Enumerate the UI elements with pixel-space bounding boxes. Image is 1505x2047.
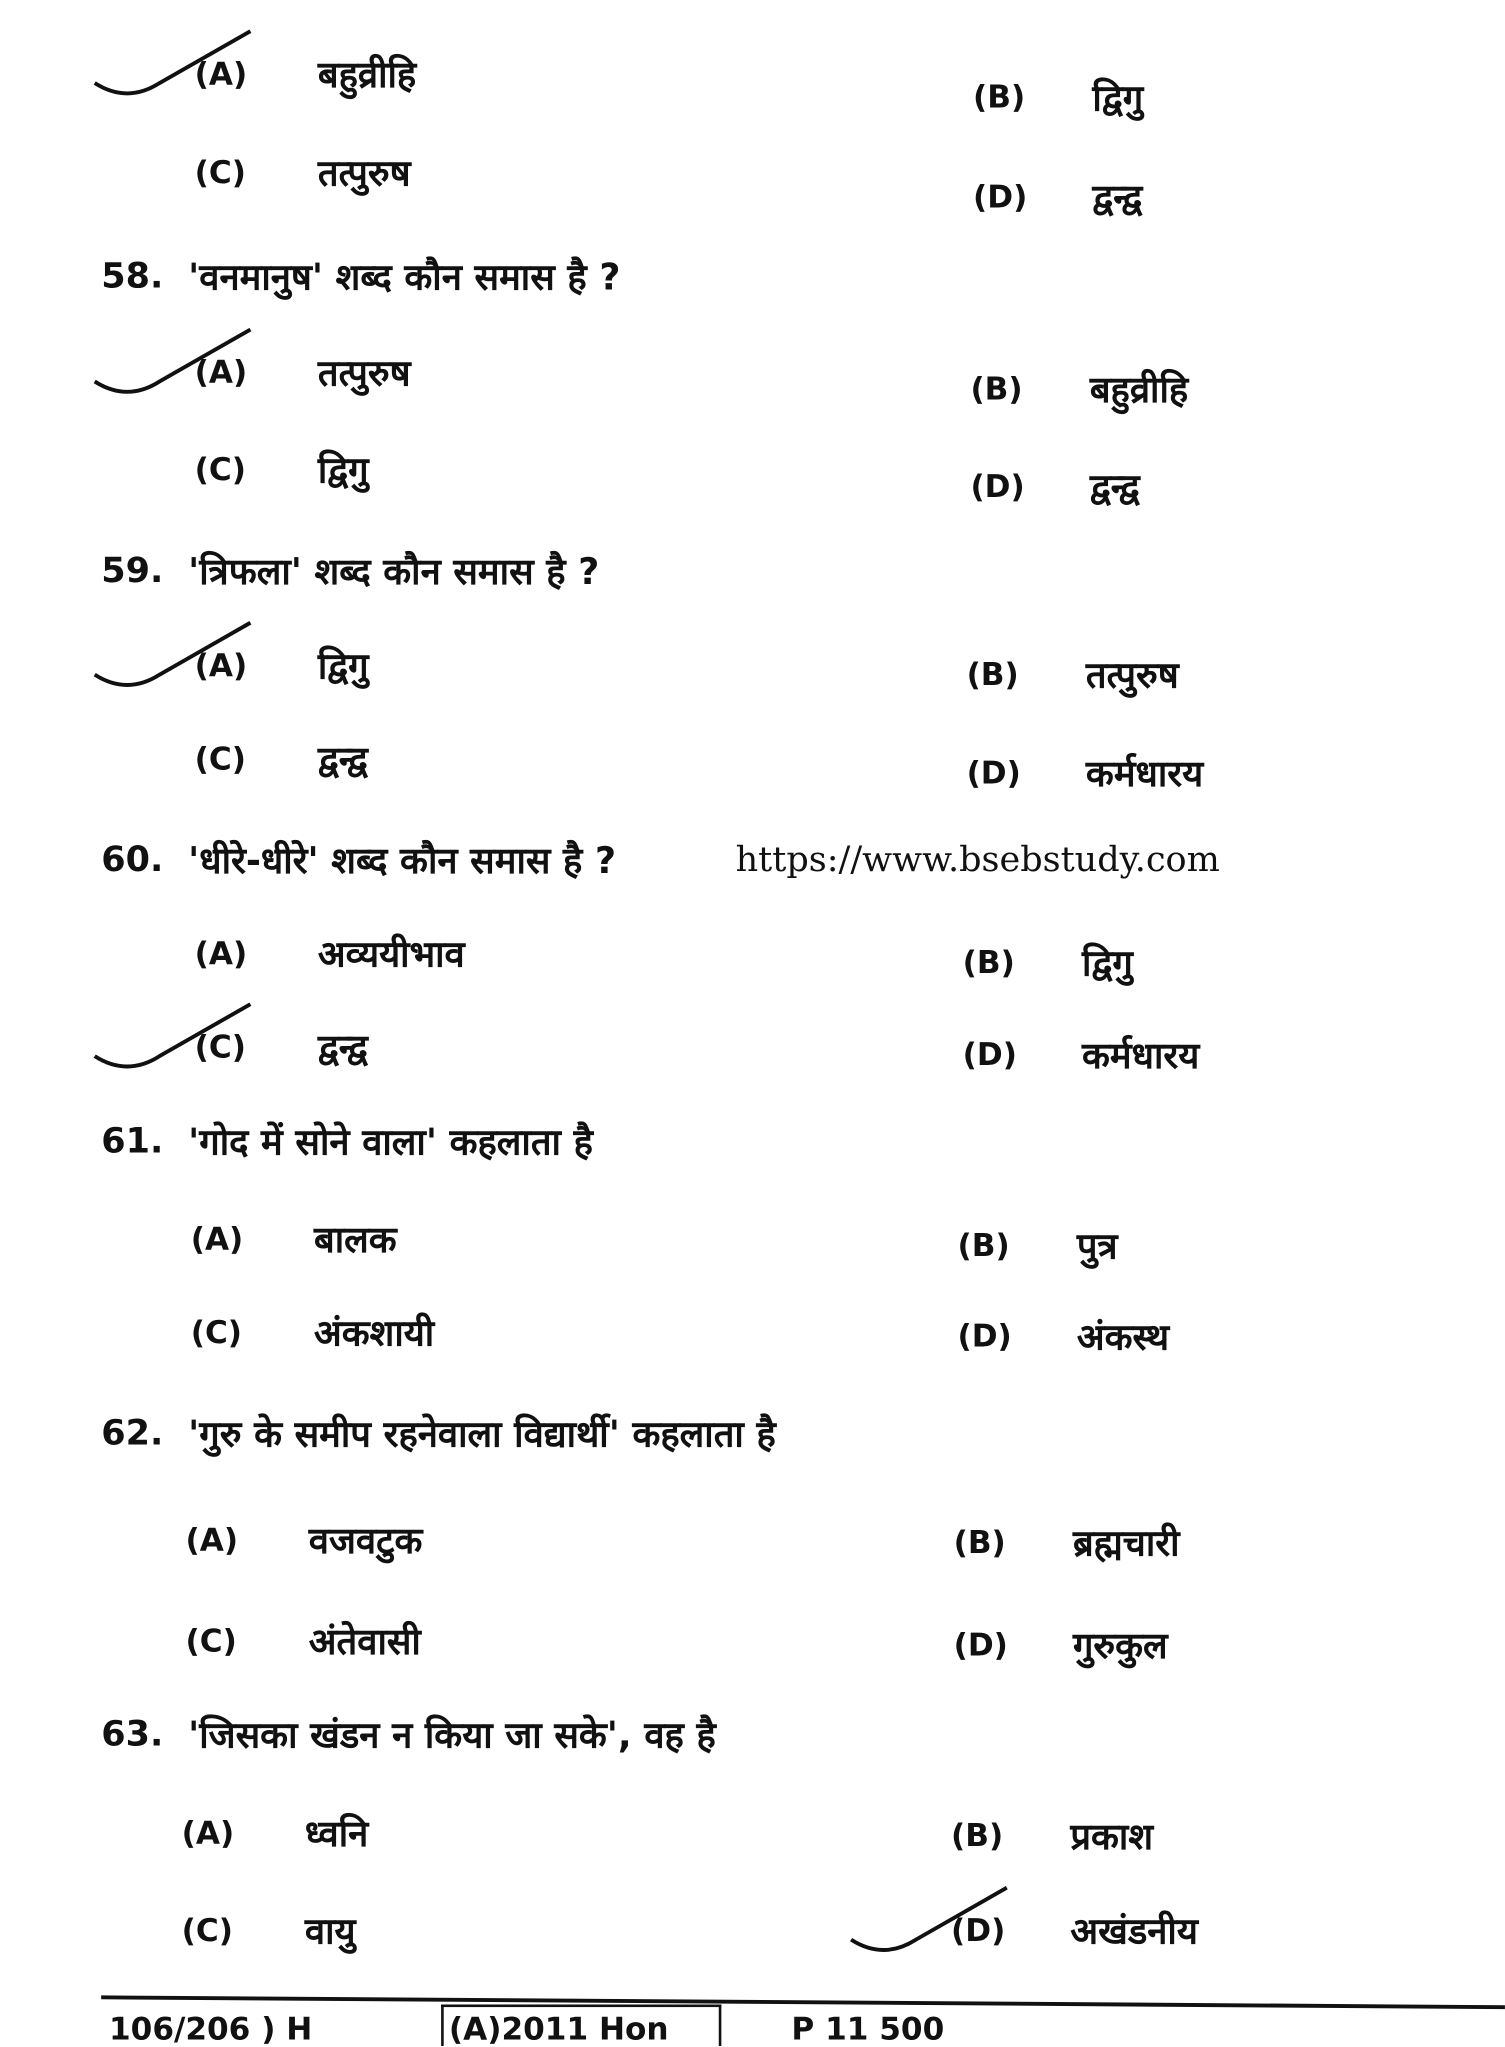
option-text-c: द्वन्द्व: [317, 738, 368, 782]
option-text-d: द्वन्द्व: [1089, 465, 1140, 509]
option-label-d: (D): [970, 468, 1025, 505]
footer-page: P 11 500: [791, 2010, 945, 2047]
question-number: 62.: [101, 1413, 164, 1454]
question-number: 60.: [101, 840, 164, 881]
question-number: 61.: [101, 1121, 164, 1162]
option-label-d: (D): [962, 1036, 1017, 1073]
option-text-b: बहुव्रीहि: [1089, 368, 1189, 412]
question-text: 'वनमानुष' शब्द कौन समास है ?: [188, 255, 621, 299]
answer-check-mark-icon: [88, 1002, 270, 1080]
question-number: 58.: [101, 256, 164, 297]
footer-set: (A)2011 Hon: [448, 2010, 669, 2047]
option-text-c: अंकशायी: [313, 1311, 435, 1355]
question-number: 59.: [101, 550, 164, 591]
option-label-a: (A): [194, 647, 248, 684]
footer-rule: [101, 1995, 1505, 2009]
option-text-a: अव्ययीभाव: [317, 932, 465, 976]
option-label-a: (A): [190, 1220, 244, 1258]
option-text-b: द्विगु: [1082, 941, 1133, 985]
option-label-d: (D): [950, 1912, 1006, 1949]
option-label-c: (C): [185, 1623, 237, 1660]
option-label-d: (D): [966, 755, 1021, 792]
option-label-b: (B): [950, 1817, 1004, 1854]
option-label-a: (A): [194, 55, 248, 93]
option-text-d: अखंडनीय: [1070, 1909, 1198, 1953]
watermark-url: https://www.bsebstudy.com: [735, 840, 1220, 881]
option-text-a: तत्पुरुष: [317, 351, 411, 395]
option-text-a: बालक: [313, 1218, 397, 1262]
option-text-d: कर्मधारय: [1085, 752, 1204, 796]
option-label-b: (B): [953, 1524, 1006, 1561]
footer-code: 106/206 ) H: [108, 2010, 313, 2047]
option-label-b: (B): [966, 656, 1019, 693]
option-text-d: कर्मधारय: [1082, 1034, 1200, 1077]
option-label-b: (B): [970, 371, 1023, 408]
option-label-d: (D): [957, 1318, 1012, 1355]
answer-check-mark-icon: [845, 1885, 1027, 1963]
option-label-c: (C): [194, 154, 246, 191]
option-text-a: ध्वनि: [304, 1812, 369, 1856]
option-text-c: द्विगु: [317, 448, 369, 492]
option-label-c: (C): [181, 1912, 233, 1949]
option-label-a: (A): [181, 1815, 235, 1852]
question-text: 'गोद में सोने वाला' कहलाता है: [188, 1120, 593, 1164]
option-label-c: (C): [194, 1028, 246, 1066]
option-text-c: तत्पुरुष: [317, 151, 411, 195]
option-text-c: वायु: [304, 1909, 356, 1953]
question-text: 'गुरु के समीप रहनेवाला विद्यार्थी' कहलाता है: [188, 1412, 776, 1456]
option-text-a: द्विगु: [317, 644, 369, 688]
option-label-a: (A): [194, 354, 248, 391]
question-number: 63.: [101, 1714, 164, 1755]
option-label-b: (B): [957, 1227, 1010, 1264]
answer-check-mark-icon: [88, 620, 270, 698]
option-text-b: ब्रह्मचारी: [1072, 1521, 1180, 1565]
option-label-a: (A): [185, 1521, 239, 1559]
option-text-d: द्वन्द्व: [1092, 176, 1143, 220]
option-text-b: द्विगु: [1092, 76, 1144, 120]
option-label-d: (D): [953, 1626, 1008, 1664]
option-label-a: (A): [194, 935, 248, 972]
option-text-b: पुत्र: [1076, 1224, 1118, 1268]
question-text: 'त्रिफला' शब्द कौन समास है ?: [188, 550, 600, 593]
option-text-d: गुरुकुल: [1072, 1624, 1168, 1668]
answer-check-mark-icon: [88, 327, 270, 405]
answer-check-mark-icon: [88, 29, 270, 107]
option-label-d: (D): [973, 179, 1028, 216]
option-label-c: (C): [194, 740, 246, 778]
option-text-b: तत्पुरुष: [1085, 653, 1179, 697]
option-text-a: वजवटुक: [308, 1519, 423, 1563]
question-text: 'धीरे-धीरे' शब्द कौन समास है ?: [188, 839, 617, 883]
option-text-c: अंतेवासी: [308, 1620, 421, 1664]
option-text-a: बहुव्रीहि: [317, 53, 417, 97]
option-text-b: प्रकाश: [1070, 1815, 1154, 1858]
option-text-c: द्वन्द्व: [317, 1026, 368, 1070]
option-label-b: (B): [962, 944, 1015, 981]
option-label-c: (C): [190, 1314, 243, 1351]
question-text: 'जिसका खंडन न किया जा सके', वह है: [188, 1713, 716, 1757]
option-text-d: अंकस्थ: [1076, 1315, 1170, 1359]
option-label-c: (C): [194, 451, 246, 488]
option-label-b: (B): [973, 79, 1026, 116]
